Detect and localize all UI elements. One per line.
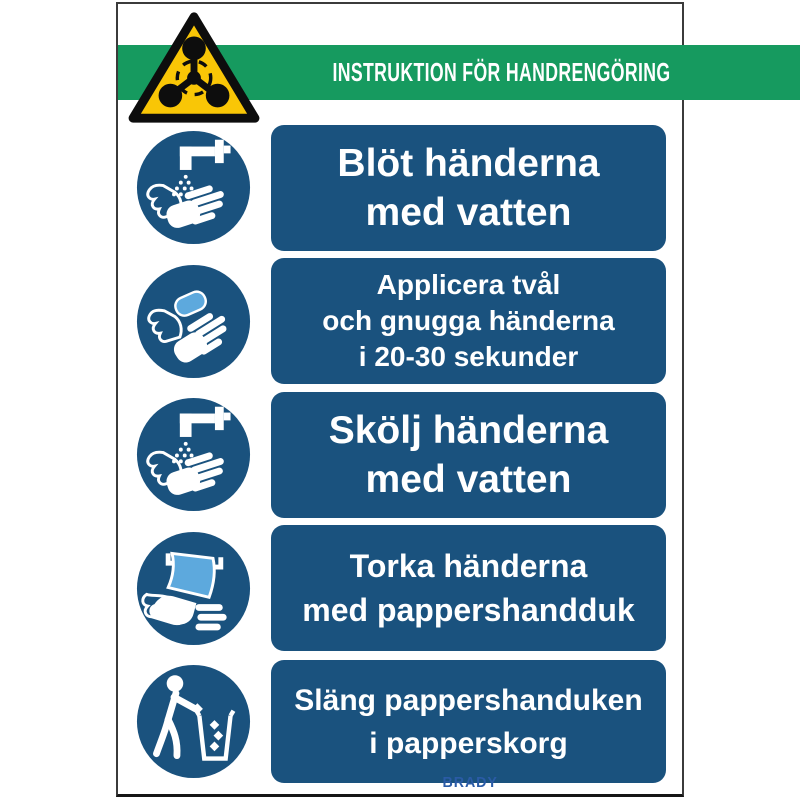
chemical-hazard-warning-triangle-icon: [123, 8, 265, 128]
step-line: med vatten: [365, 457, 572, 501]
page-title: INSTRUKTION FÖR HANDRENGÖRING: [332, 57, 671, 87]
soap-hands-icon: [135, 263, 252, 380]
step-line: med vatten: [365, 190, 572, 234]
step-throw-in-basket: [118, 655, 682, 789]
safety-sign: [116, 2, 684, 797]
step-dry-hands: [118, 522, 682, 656]
step-line: Blöt händerna: [337, 141, 600, 185]
step-line: Applicera tvål: [376, 269, 561, 301]
step-text-panel: [271, 660, 666, 783]
step-text-panel: [271, 525, 666, 651]
step-text-panel: [271, 258, 666, 384]
step-line: med pappershandduk: [302, 592, 635, 629]
footer: [118, 774, 682, 792]
step-text-panel: [271, 125, 666, 251]
wash-hands-under-tap-icon: [135, 129, 252, 246]
instruction-steps: [118, 121, 682, 789]
rinse-hands-under-tap-icon: [135, 396, 252, 513]
dry-hands-paper-towel-icon: [135, 530, 252, 647]
throw-paper-in-waste-basket-icon: [135, 663, 252, 780]
step-wet-hands: [118, 121, 682, 255]
step-line: i 20-30 sekunder: [358, 341, 579, 373]
step-rinse-hands: [118, 388, 682, 522]
step-line: och gnugga händerna: [322, 305, 615, 337]
brady-logo: BRADY: [442, 774, 498, 791]
step-line: Skölj händerna: [328, 408, 609, 452]
step-apply-soap: [118, 255, 682, 389]
step-text-panel: [271, 392, 666, 518]
step-line: Släng pappershanduken: [294, 683, 643, 717]
step-line: Torka händerna: [349, 548, 588, 585]
step-line: i papperskorg: [369, 726, 568, 760]
